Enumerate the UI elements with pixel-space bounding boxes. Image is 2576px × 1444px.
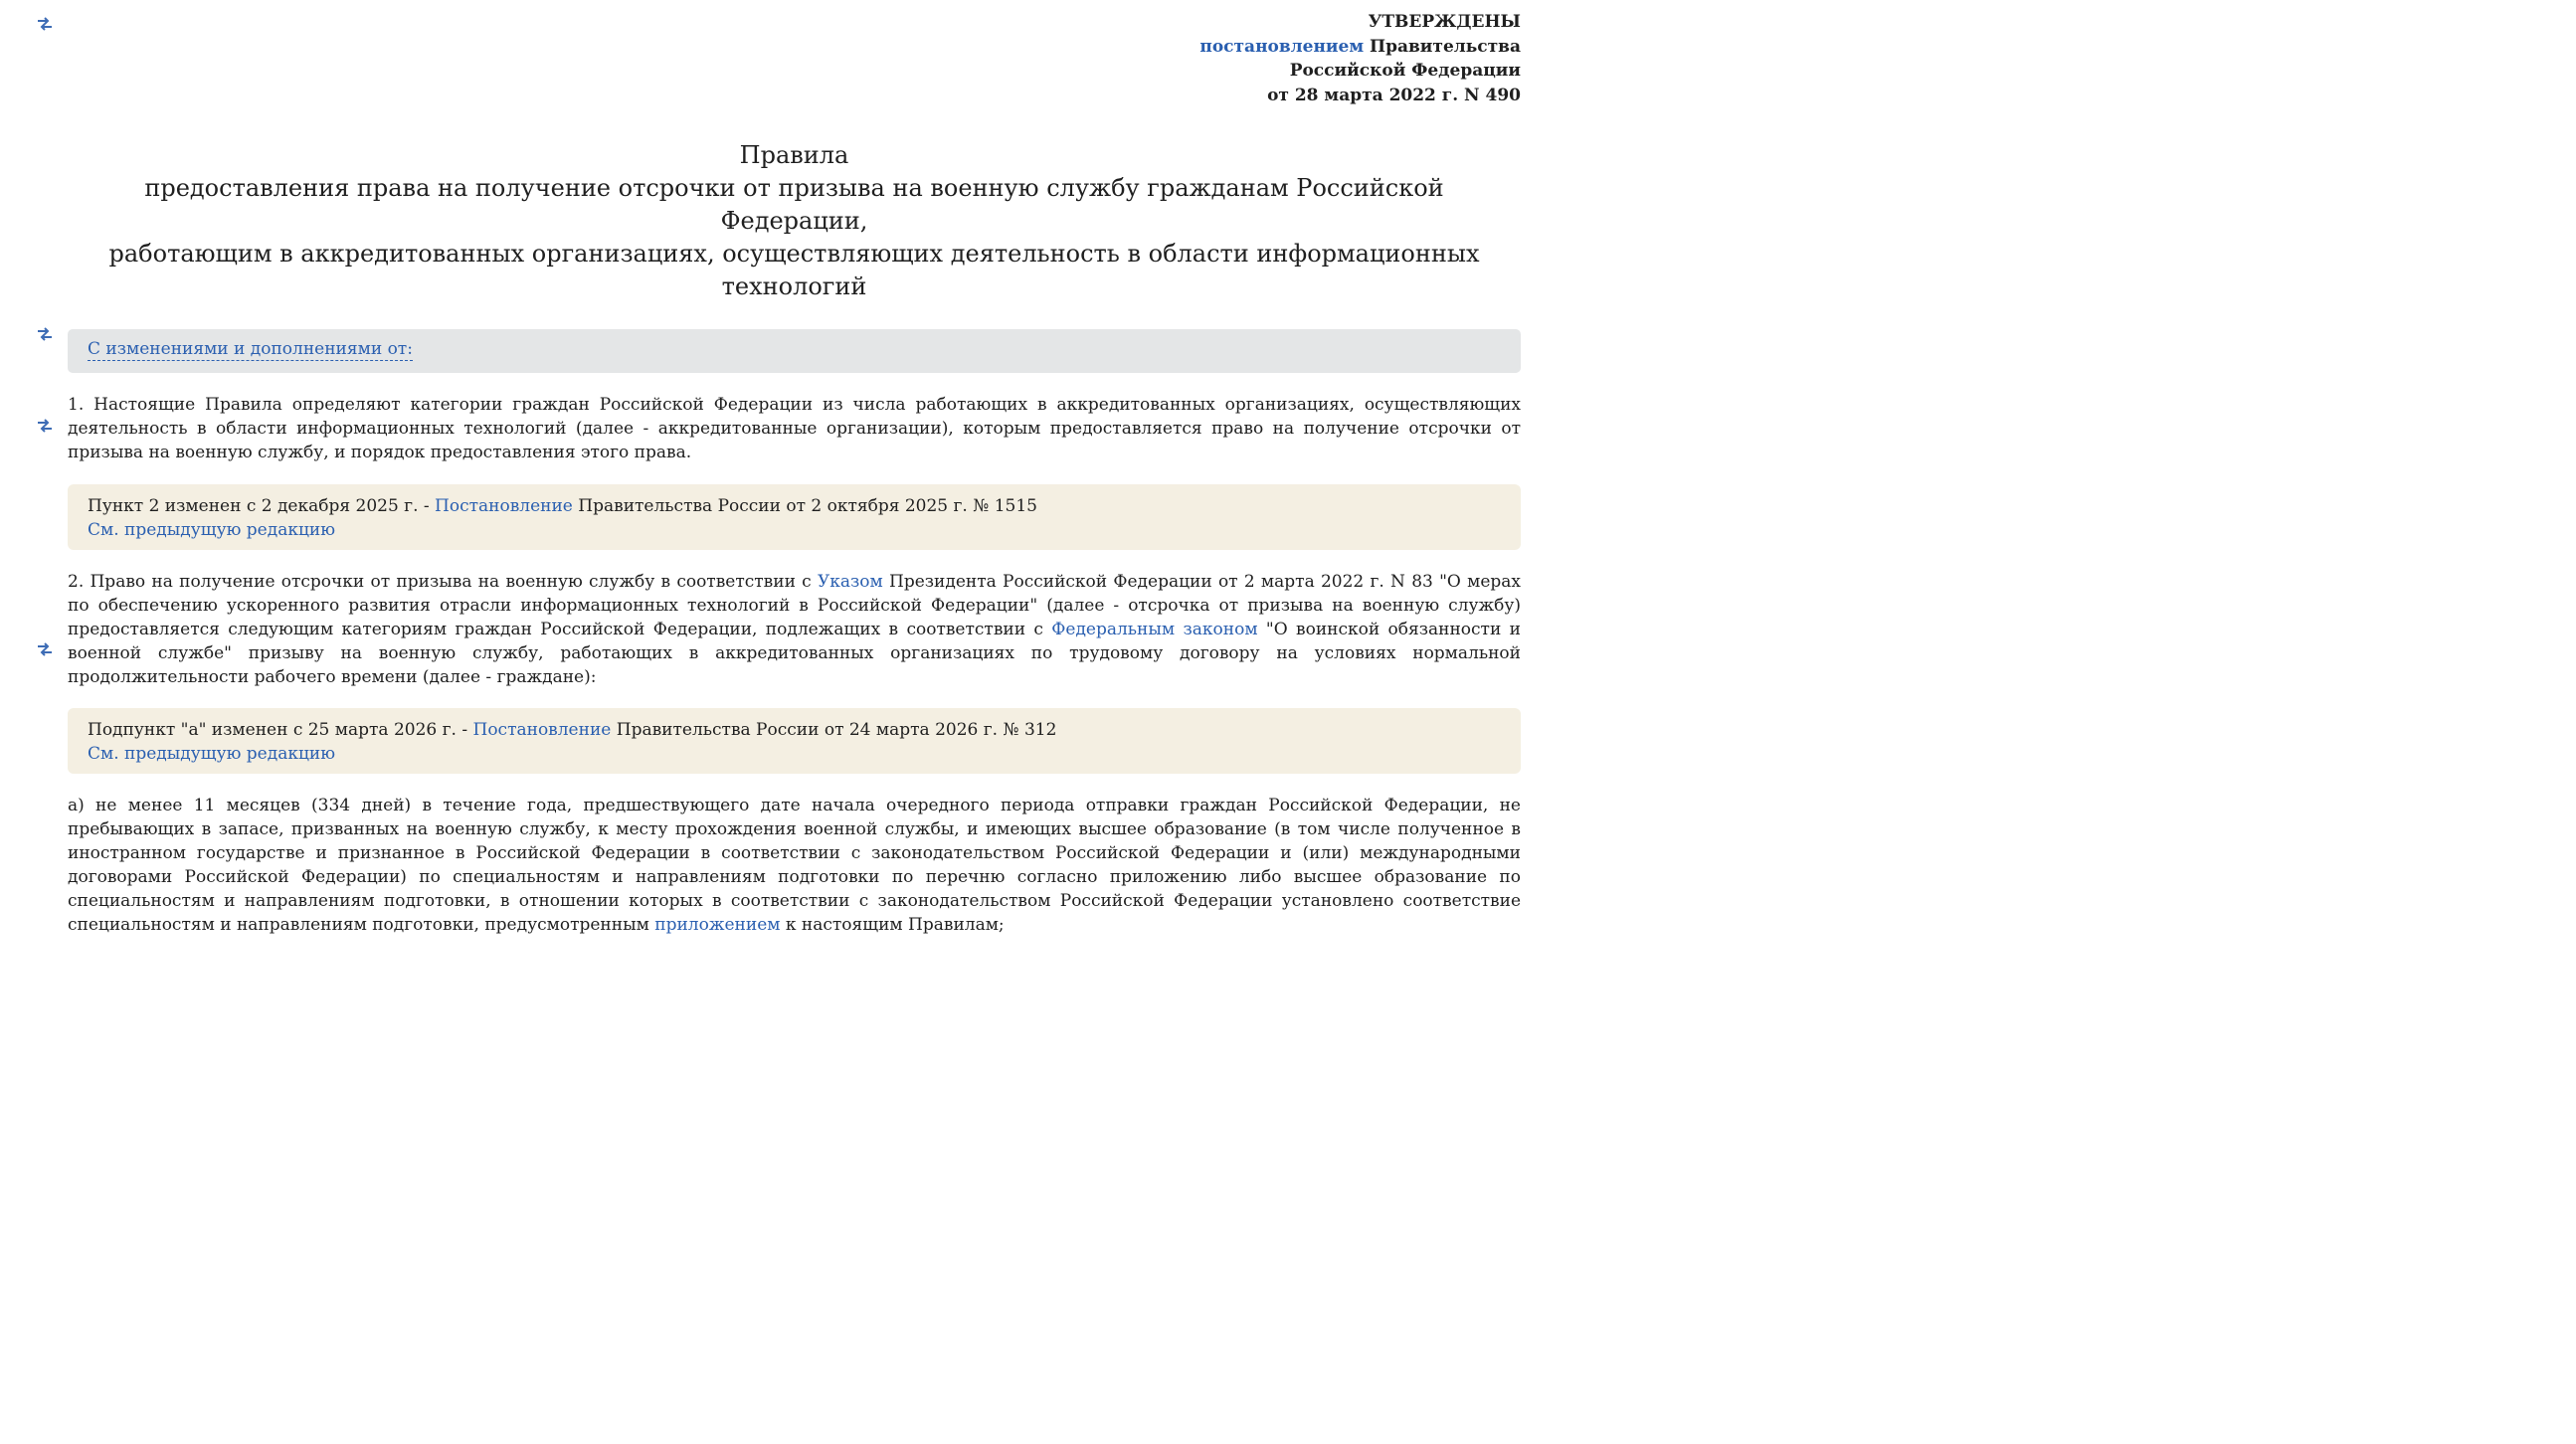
amendment-note: Подпункт "а" изменен с 25 марта 2026 г. - Постановление Правительства России от 24 марта 2026 г. № 312 См. предыдущую редакцию: [68, 708, 1521, 774]
approval-title: УТВЕРЖДЕНЫ: [1368, 12, 1521, 32]
approval-block: УТВЕРЖДЕНЫ постановлением Правительства Российской Федерации от 28 марта 2022 г. N 490: [68, 10, 1521, 107]
swap-arrows-icon[interactable]: [36, 327, 54, 341]
changes-toggle[interactable]: С изменениями и дополнениями от:: [88, 339, 413, 359]
swap-arrows-icon[interactable]: [36, 419, 54, 433]
resolution-link[interactable]: постановлением: [1199, 36, 1365, 57]
document-body: [68, 0, 1521, 937]
document-title: Правила предоставления права на получение отсрочки от призыва на военную службу гражданам Российской Федерации, работающим в аккредитованных организациях, осуществляющих деятельность в области информационных технологий: [108, 141, 1480, 300]
previous-edition-link[interactable]: См. предыдущую редакцию: [88, 744, 336, 764]
paragraph-a: а) не менее 11 месяцев (334 дней) в течение года, предшествующего дате начала очередного периода отправки граждан Российской Федерации, не пребывающих в запасе, призванных на военную службу, к месту прохождения военной службы, и имеющих высшее образование (в том числе полученное в иностранном государстве и признанное в Российской Федерации в соответствии с законодательством Российской Федерации и (или) международными договорами Российской Федерации) по специальностям и направлениям подготовки по перечню согласно приложению либо высшее образование по специальностям и направлениям подготовки, в отношении которых в соответствии с законодательством Российской Федерации установлено соответствие специальностям и направлениям подготовки, предусмотренным приложением к настоящим Правилам;: [68, 796, 1521, 935]
appendix-link[interactable]: приложением: [654, 915, 781, 935]
amendment-link[interactable]: Постановление: [472, 720, 612, 740]
changes-panel[interactable]: [68, 329, 1521, 373]
approval-date: от 28 марта 2022 г. N 490: [1267, 85, 1521, 105]
paragraph-2: 2. Право на получение отсрочки от призыва на военную службу в соответствии с Указом Президента Российской Федерации от 2 марта 2022 г. N 83 "О мерах по обеспечению ускоренного развития отрасли информационных технологий в Российской Федерации" (далее - отсрочка от призыва на военную службу) предоставляется следующим категориям граждан Российской Федерации, подлежащих в соответствии с Федеральным законом "О воинской обязанности и военной службе" призыву на военную службу, работающих в аккредитованных организациях по трудовому договору на условиях нормальной продолжительности рабочего времени (далее - граждане):: [68, 572, 1521, 687]
decree-link[interactable]: Указом: [817, 572, 883, 592]
federal-law-link[interactable]: Федеральным законом: [1051, 620, 1258, 639]
amendment-link[interactable]: Постановление: [435, 496, 573, 516]
previous-edition-link[interactable]: См. предыдущую редакцию: [88, 520, 336, 540]
amendment-note: Пункт 2 изменен с 2 декабря 2025 г. - Постановление Правительства России от 2 октября 2025 г. № 1515 См. предыдущую редакцию: [68, 484, 1521, 550]
swap-arrows-icon[interactable]: [36, 642, 54, 656]
swap-arrows-icon[interactable]: [36, 17, 54, 31]
paragraph-1: 1. Настоящие Правила определяют категории граждан Российской Федерации из числа работающих в аккредитованных организациях, осуществляющих деятельность в области информационных технологий (далее - аккредитованные организации), которым предоставляется право на получение отсрочки от призыва на военную службу, и порядок предоставления этого права.: [68, 395, 1521, 462]
